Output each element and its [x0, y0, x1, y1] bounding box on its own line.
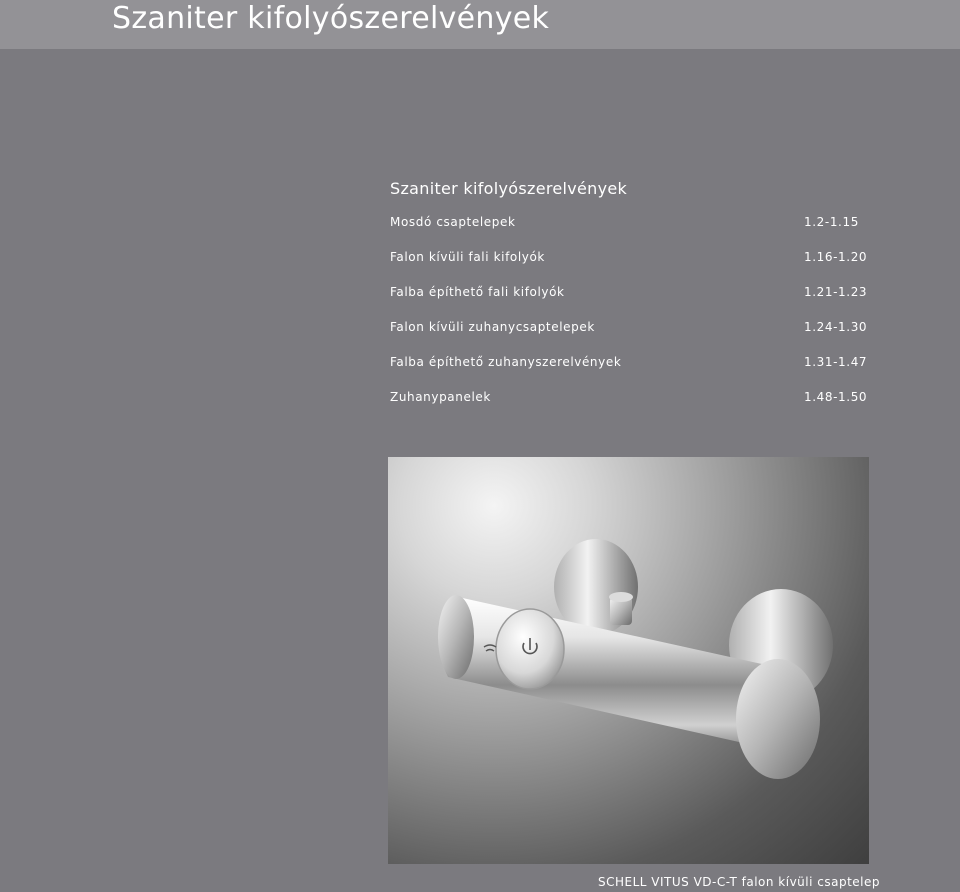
toc-item-pages: 1.16-1.20 [804, 250, 868, 264]
toc-row[interactable] [390, 317, 870, 352]
toc-item-pages: 1.24-1.30 [804, 320, 868, 334]
toc-item-label: Zuhanypanelek [390, 390, 491, 404]
toc-item-pages: 1.21-1.23 [804, 285, 868, 299]
toc-item-pages: 1.2-1.15 [804, 215, 859, 229]
right-end-cap [736, 659, 820, 779]
toc-heading: Szaniter kifolyószerelvények [390, 179, 628, 198]
toc-row[interactable] [390, 352, 870, 387]
page-title: Szaniter kifolyószerelvények [112, 1, 550, 36]
product-photo [388, 457, 869, 864]
shower-mixer-illustration [388, 457, 869, 864]
toc-item-pages: 1.31-1.47 [804, 355, 868, 369]
toc-item-label: Falon kívüli fali kifolyók [390, 250, 545, 264]
toc-row[interactable] [390, 282, 870, 317]
toc-row[interactable] [390, 212, 870, 247]
table-of-contents [390, 178, 870, 422]
toc-row[interactable] [390, 247, 870, 282]
toc-item-label: Mosdó csaptelepek [390, 215, 516, 229]
toc-row[interactable] [390, 387, 870, 422]
left-end-cap [438, 595, 474, 679]
photo-caption: SCHELL VITUS VD-C-T falon kívüli csaptelep [598, 875, 880, 889]
toc-item-label: Falon kívüli zuhanycsaptelepek [390, 320, 595, 334]
toc-item-label: Falba építhető zuhanyszerelvények [390, 355, 622, 369]
toc-item-label: Falba építhető fali kifolyók [390, 285, 565, 299]
toc-item-pages: 1.48-1.50 [804, 390, 868, 404]
top-fitting-cap [609, 592, 633, 602]
